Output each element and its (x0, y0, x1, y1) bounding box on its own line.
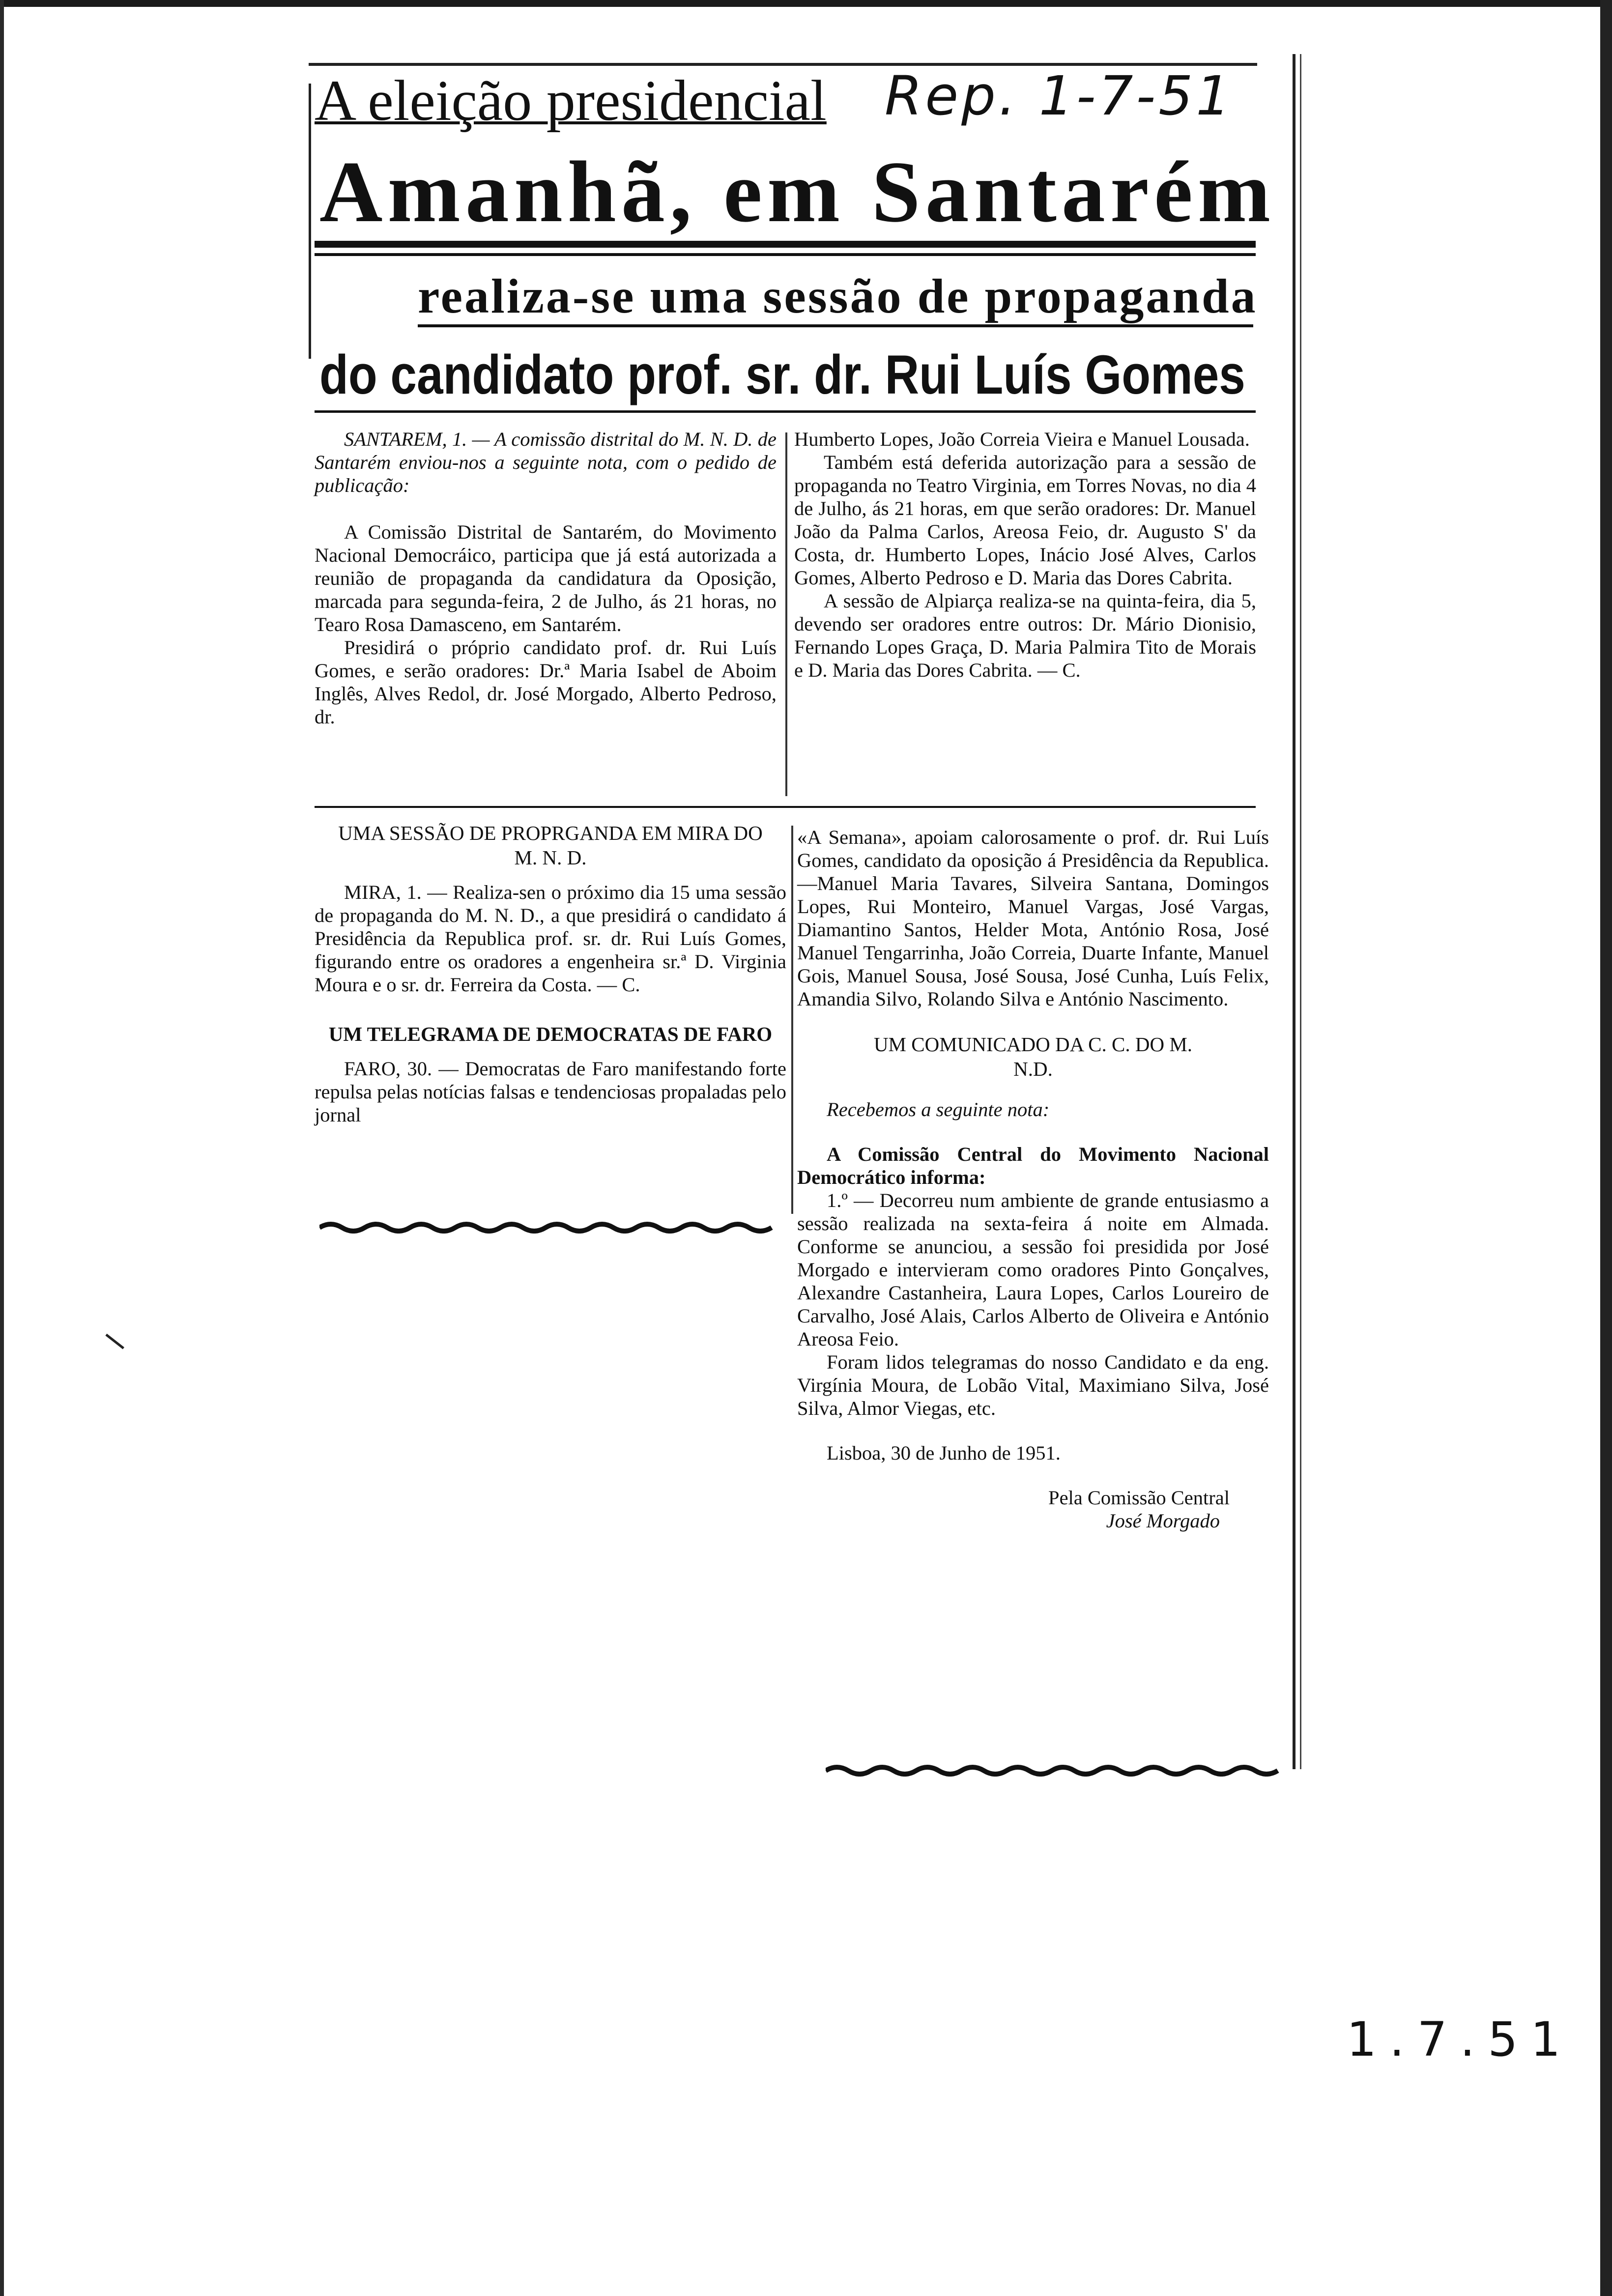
article-faro-heading: UM TELEGRAMA DE DEMOCRATAS DE FARO (328, 1023, 773, 1045)
kicker-title: A eleição presidencial (315, 68, 827, 133)
subhead-secondary: do candidato prof. sr. dr. Rui Luís Gomes (319, 344, 1245, 405)
article-communique-p2: 1.º — Decorreu num ambiente de grande entusiasmo a sessão realizada na sexta-feira á noite em Almada. Conforme se anunciou, a sessão foi presidida por José Morgado e intervieram como oradores Pinto Gonçalves, Alexandre Castanheira, Laura Lopes, Carlos Loureiro de Carvalho, José Alais, Carlos Alberto de Oliveira e António Areosa Feio. (797, 1189, 1269, 1350)
subhead2-rule (315, 410, 1256, 413)
decorative-wave-rule (319, 1219, 777, 1234)
article-communique-heading: UM COMUNICADO DA C. C. DO M. N.D. (873, 1033, 1193, 1080)
headline-rule-thick (315, 241, 1256, 248)
column-rule-lower (791, 826, 793, 1214)
headline-rule-thin (315, 253, 1256, 256)
scan-border-top (0, 0, 1612, 7)
handwritten-date: 1.7.51 (1347, 2012, 1574, 2067)
article-santarem-p1: A Comissão Distrital de Santarém, do Movimento Nacional Democráico, participa que já está autorizada a reunião de propaganda da candidatura da Oposição, marcada para segunda-feira, 2 de Julho, ás 21 horas, no Tearo Rosa Damasceno, em Santarém. (315, 521, 777, 635)
article-communique-p1: A Comissão Central do Movimento Nacional Democrático informa: (797, 1143, 1269, 1188)
handwritten-annotation: Rep. 1-7-51 (885, 64, 1234, 127)
article-mira-heading: UMA SESSÃO DE PROPRGANDA EM MIRA DO M. N. D. (338, 822, 763, 869)
article-communique-signature-1: Pela Comissão Central (1048, 1487, 1230, 1509)
article-communique-p3: Foram lidos telegramas do nosso Candidato e da eng. Virgínia Moura, de Lobão Vital, Maximiano Silva, José Silva, Almor Viegas, etc. (797, 1351, 1269, 1419)
article-communique-column (797, 826, 1269, 1532)
article-communique-intro: Recebemos a seguinte nota: (827, 1098, 1050, 1120)
article-santarem-lead: SANTAREM, 1. — A comissão distrital do M. N. D. de Santarém enviou-nos a seguinte nota, com o pedido de publicação: (315, 428, 777, 496)
clipping-left-border (309, 84, 311, 359)
article-santarem-left (315, 428, 777, 728)
article-faro-continued: «A Semana», apoiam calorosamente o prof. dr. Rui Luís Gomes, candidato da oposição á Presidência da Republica.—Manuel Maria Tavares, Silveira Santana, Domingos Lopes, Rui Monteiro, Manuel Vargas, José Vargas, Diamantino Santos, Helder Mota, António Rosa, José Manuel Tengarrinha, João Correia, Duarte Infante, Manuel Gois, Manuel Sousa, José Sousa, José Cunha, Luís Felix, Amandia Silvo, Rolando Silva e António Nascimento. (797, 826, 1269, 1010)
headline: Amanhã, em Santarém (319, 143, 1276, 240)
article-santarem-p5: A sessão de Alpiarça realiza-se na quinta-feira, dia 5, devendo ser oradores entre outros: Dr. Mário Dionisio, Fernando Lopes Graça, D. Maria Palmira Tito de Morais e D. Maria das Dores Cabrita. — C. (794, 590, 1256, 681)
clipping-right-border-inner (1300, 54, 1301, 1769)
clipping-right-border (1293, 54, 1295, 1769)
article-mira-body: MIRA, 1. — Realiza-sen o próximo dia 15 uma sessão de propaganda do M. N. D., a que presidirá o candidato á Presidência da Republica prof. sr. dr. Rui Luís Gomes, figurando entre os oradores a engenheira sr.ª D. Virginia Moura e o sr. dr. Ferreira da Costa. — C. (315, 881, 786, 996)
column-rule (785, 432, 787, 796)
article-santarem-p4: Também está deferida autorização para a sessão de propaganda no Teatro Virginia, em Torres Novas, no dia 4 de Julho, ás 21 horas, em que serão oradores: Dr. Manuel João da Palma Carlos, Areosa Feio, dr. Augusto S' da Costa, dr. Humberto Lopes, Inácio José Alves, Carlos Gomes, Alberto Pedroso e D. Maria das Dores Cabrita. (794, 451, 1256, 589)
section-divider (315, 806, 1256, 808)
article-communique-dateline: Lisboa, 30 de Junho de 1951. (827, 1442, 1061, 1464)
decorative-wave-rule-bottom (826, 1762, 1283, 1777)
pencil-mark (99, 1334, 124, 1357)
article-santarem-p3: Humberto Lopes, João Correia Vieira e Manuel Lousada. (794, 428, 1250, 450)
article-communique-signature-2: José Morgado (1106, 1510, 1220, 1532)
article-mira-faro-column (315, 821, 786, 1126)
article-santarem-p2: Presidirá o próprio candidato prof. dr. Rui Luís Gomes, e serão oradores: Dr.ª Maria Isabel de Aboim Inglês, Alves Redol, dr. José Morgado, Alberto Pedroso, dr. (315, 636, 777, 728)
scan-border-right (1600, 0, 1612, 2296)
subhead-primary: realiza-se uma sessão de propaganda (418, 269, 1258, 323)
subhead-rule (418, 324, 1253, 327)
article-santarem-right (794, 428, 1256, 682)
scan-border-left (0, 0, 4, 2296)
article-faro-body: FARO, 30. — Democratas de Faro manifestando forte repulsa pelas notícias falsas e tendenciosas propaladas pelo jornal (315, 1058, 786, 1126)
